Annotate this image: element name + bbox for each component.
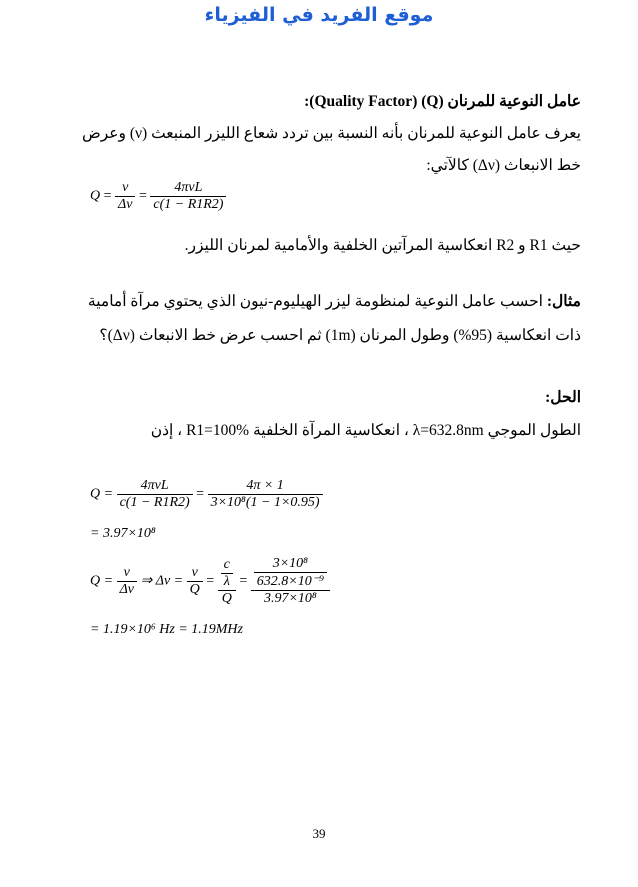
step1-fraction-1-den: c(1 − R1R2) bbox=[117, 494, 193, 511]
step2-fraction-d-num bbox=[251, 556, 330, 590]
step2-fraction-a-den: Δν bbox=[117, 581, 137, 598]
step1-fraction-2-den: 3×10⁸(1 − 1×0.95) bbox=[208, 494, 323, 511]
step2-inner-d-top: 3×10⁸ bbox=[272, 556, 309, 571]
step1-fraction-1 bbox=[117, 478, 193, 511]
formula-fraction-1-den: Δν bbox=[115, 196, 135, 213]
solution-label: الحل: bbox=[545, 389, 581, 406]
example-line-2: ذات انعكاسية (95%) وطول المرنان (1m) ثم احسب عرض خط الانبعاث (Δν)؟ bbox=[99, 327, 581, 344]
step1-result: = 3.97×10⁸ bbox=[90, 526, 156, 541]
solution-given: الطول الموجي λ=632.8nm ، انعكاسية المرآة الخلفية R1=100% ، إذن bbox=[150, 422, 581, 439]
formula-equals-2: = bbox=[138, 188, 147, 204]
definition-line-2: خط الانبعاث (Δν) كالآتي: bbox=[426, 157, 581, 174]
step2-fraction-a bbox=[117, 565, 137, 598]
solution-step-1 bbox=[90, 478, 323, 511]
formula-fraction-2-den: c(1 − R1R2) bbox=[150, 196, 226, 213]
step1-fraction-1-num: 4πνL bbox=[140, 478, 169, 493]
formula-lhs: Q bbox=[90, 188, 101, 204]
section-heading: عامل النوعية للمرنان (Q) (Quality Factor): bbox=[304, 93, 581, 110]
step2-inner-c-top: c bbox=[223, 556, 230, 572]
step2-lhs: Q = bbox=[90, 573, 114, 589]
step2-fraction-c-num bbox=[218, 557, 236, 590]
step2-fraction-c-den: Q bbox=[218, 590, 236, 607]
step2-result: = 1.19×10⁶ Hz = 1.19MHz bbox=[90, 622, 243, 637]
where-line: حيث R1 و R2 انعكاسية المرآتين الخلفية والأمامية لمرنان الليزر. bbox=[184, 237, 581, 254]
formula-fraction-1 bbox=[115, 180, 135, 213]
example-label: مثال: bbox=[546, 293, 581, 310]
example-text-1: احسب عامل النوعية لمنظومة ليزر الهيليوم-نيون الذي يحتوي مرآة أمامية bbox=[87, 293, 543, 310]
step1-equals: = bbox=[196, 486, 205, 502]
definition-line-1: يعرف عامل النوعية للمرنان بأنه النسبة بين تردد شعاع الليزر المنبعث (ν) وعرض bbox=[81, 125, 581, 142]
step1-lhs: Q = bbox=[90, 486, 114, 502]
formula-fraction-1-num: ν bbox=[122, 180, 129, 195]
step2-inner-fraction-c bbox=[221, 557, 233, 590]
step2-equals: = bbox=[206, 573, 215, 589]
example-line-1 bbox=[88, 292, 581, 311]
site-header: موقع الفريد في الفيزياء bbox=[204, 4, 434, 26]
formula-equals: = bbox=[103, 188, 112, 204]
step2-inner-c-bot: λ bbox=[221, 573, 233, 590]
formula-fraction-2 bbox=[150, 180, 226, 213]
step2-equals-2: = bbox=[239, 573, 248, 589]
step2-fraction-b-num: ν bbox=[191, 565, 198, 580]
step2-fraction-b bbox=[187, 565, 203, 598]
step1-fraction-2-num: 4π × 1 bbox=[246, 478, 284, 493]
step2-inner-fraction-d bbox=[254, 556, 327, 590]
step2-fraction-d-den: 3.97×10⁸ bbox=[251, 590, 330, 607]
step1-fraction-2 bbox=[208, 478, 323, 511]
page-number: 39 bbox=[312, 826, 326, 841]
quality-factor-formula bbox=[90, 180, 226, 213]
step2-implies: ⇒ Δν = bbox=[140, 573, 184, 589]
step2-inner-d-bot: 632.8×10⁻⁹ bbox=[254, 572, 327, 590]
solution-step-2 bbox=[90, 556, 330, 607]
step2-fraction-b-den: Q bbox=[187, 581, 203, 598]
formula-fraction-2-num: 4πνL bbox=[174, 180, 203, 195]
step2-fraction-d bbox=[251, 556, 330, 607]
step2-fraction-c bbox=[218, 557, 236, 607]
step2-fraction-a-num: ν bbox=[123, 565, 130, 580]
